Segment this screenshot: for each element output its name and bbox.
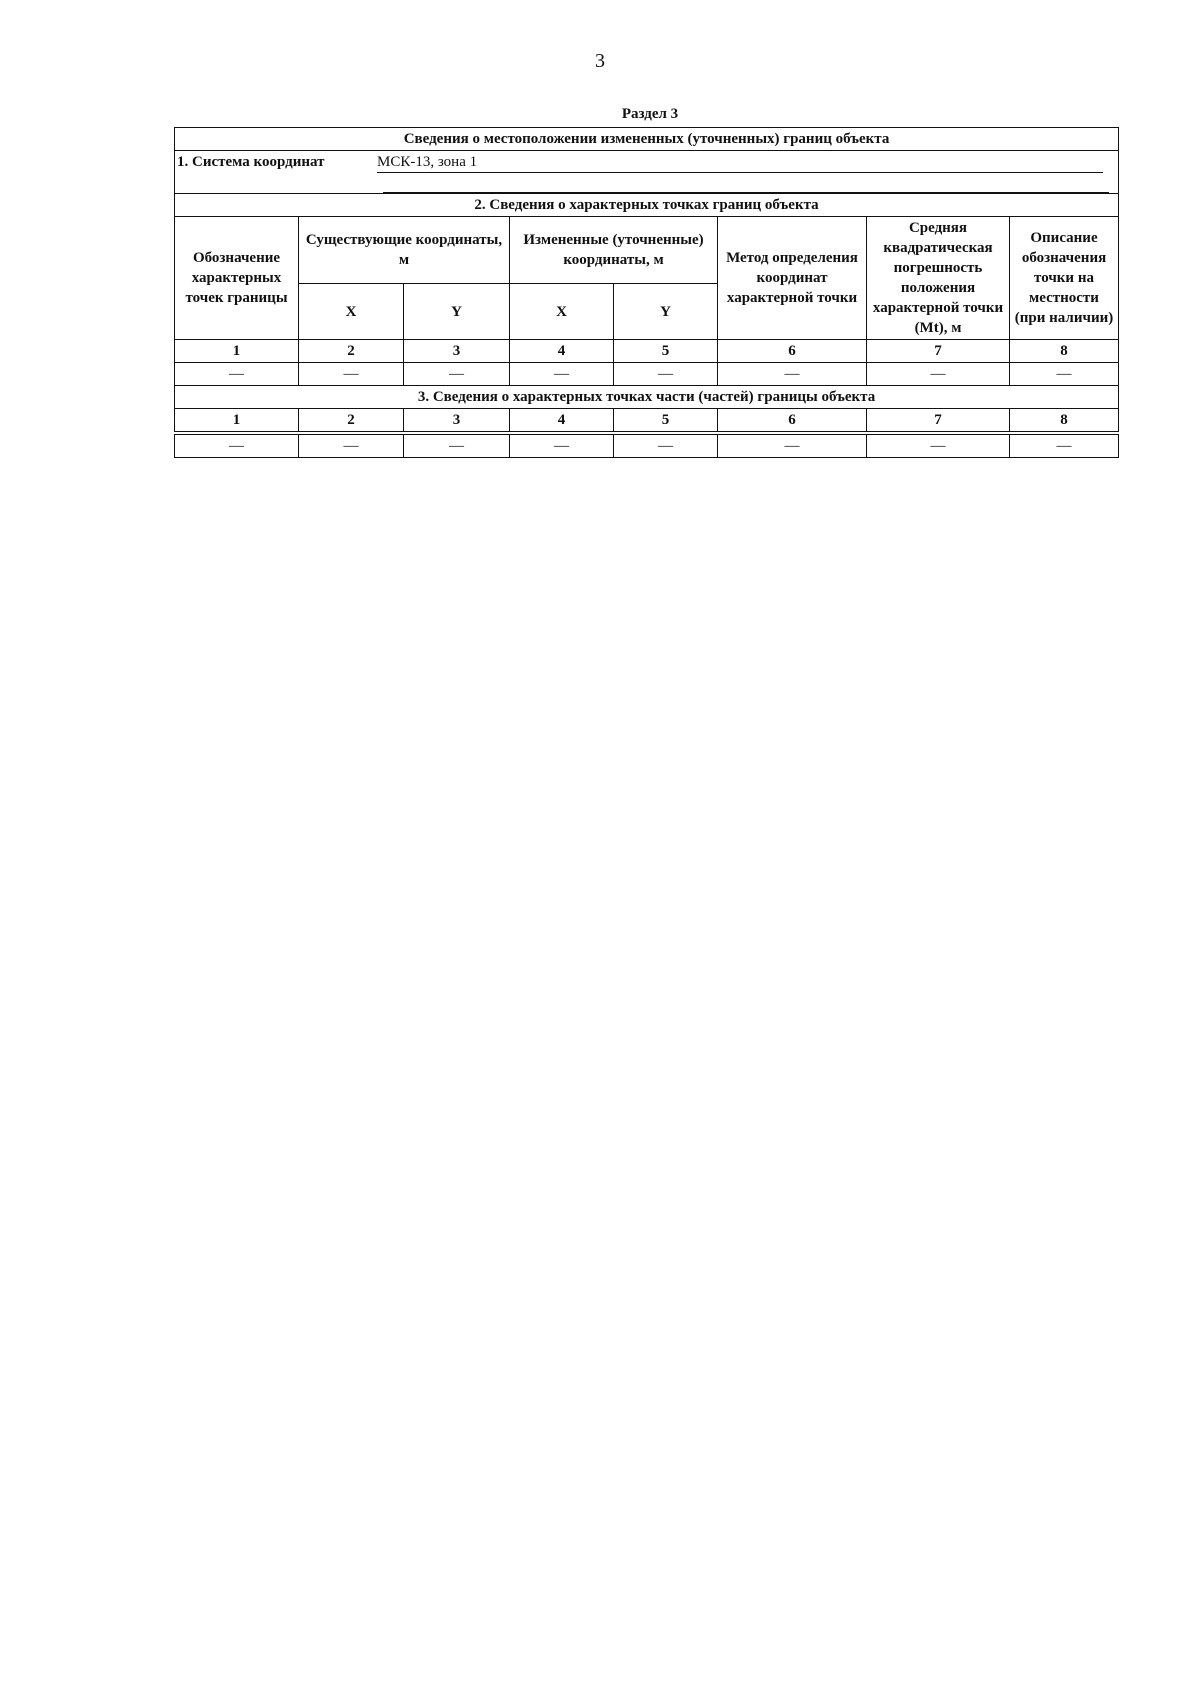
table-cell: — [614, 435, 718, 458]
table-title: Сведения о местоположении измененных (уточненных) границ объекта [175, 128, 1119, 151]
part3-title: 3. Сведения о характерных точках части (частей) границы объекта [175, 386, 1119, 409]
column-number: 6 [718, 340, 867, 363]
table-row [175, 363, 1119, 386]
column-number: 3 [404, 340, 510, 363]
table-cell: — [404, 435, 510, 458]
table-cell: — [718, 363, 867, 386]
section-title: Раздел 3 [621, 106, 679, 122]
coord-system-blank-cell [175, 173, 1119, 194]
table-cell: — [1010, 363, 1119, 386]
table-row [175, 435, 1119, 458]
column-number: 4 [510, 340, 614, 363]
table-cell: — [1010, 435, 1119, 458]
part2-title-row [175, 194, 1119, 217]
table-cell: — [175, 363, 299, 386]
header-changed-coords: Измененные (уточненные) координаты, м [510, 217, 718, 284]
page-number: 3 [595, 50, 605, 72]
blank-line [383, 174, 1109, 193]
column-number: 8 [1010, 340, 1119, 363]
table-cell: — [175, 435, 299, 458]
table-cell: — [510, 435, 614, 458]
header-existing-y: Y [404, 284, 510, 340]
table-cell: — [510, 363, 614, 386]
table-title-row [175, 128, 1119, 151]
column-number: 1 [175, 340, 299, 363]
column-number: 2 [299, 409, 404, 432]
column-number: 5 [614, 340, 718, 363]
column-number: 1 [175, 409, 299, 432]
header-description: Описание обозначения точки на местности (при наличии) [1010, 217, 1119, 340]
coord-system-label: 1. Система координат [177, 153, 325, 170]
column-number: 2 [299, 340, 404, 363]
part2-title: 2. Сведения о характерных точках границ объекта [175, 194, 1119, 217]
coord-system-value: МСК-13, зона 1 [377, 152, 1103, 173]
coord-system-cell [175, 151, 1119, 174]
boundary-points-table [174, 127, 1119, 458]
header-existing-x: X [299, 284, 404, 340]
coord-system-row [175, 151, 1119, 174]
column-number: 3 [404, 409, 510, 432]
part2-header-row [175, 217, 1119, 284]
column-number: 4 [510, 409, 614, 432]
table-cell: — [299, 435, 404, 458]
header-changed-x: X [510, 284, 614, 340]
header-error: Средняя квадратическая погрешность положения характерной точки (Mt), м [867, 217, 1010, 340]
part2-column-numbers-row [175, 340, 1119, 363]
column-number: 8 [1010, 409, 1119, 432]
header-method: Метод определения координат характерной точки [718, 217, 867, 340]
part3-column-numbers-row [175, 409, 1119, 432]
column-number: 7 [867, 340, 1010, 363]
column-number: 6 [718, 409, 867, 432]
table-cell: — [867, 363, 1010, 386]
part3-title-row [175, 386, 1119, 409]
table-cell: — [718, 435, 867, 458]
coord-system-blank-row [175, 173, 1119, 194]
header-changed-y: Y [614, 284, 718, 340]
column-number: 7 [867, 409, 1010, 432]
table-cell: — [404, 363, 510, 386]
column-number: 5 [614, 409, 718, 432]
table-cell: — [614, 363, 718, 386]
table-cell: — [299, 363, 404, 386]
table-cell: — [867, 435, 1010, 458]
header-existing-coords: Существующие координаты, м [299, 217, 510, 284]
header-designation: Обозначение характерных точек границы [175, 217, 299, 340]
